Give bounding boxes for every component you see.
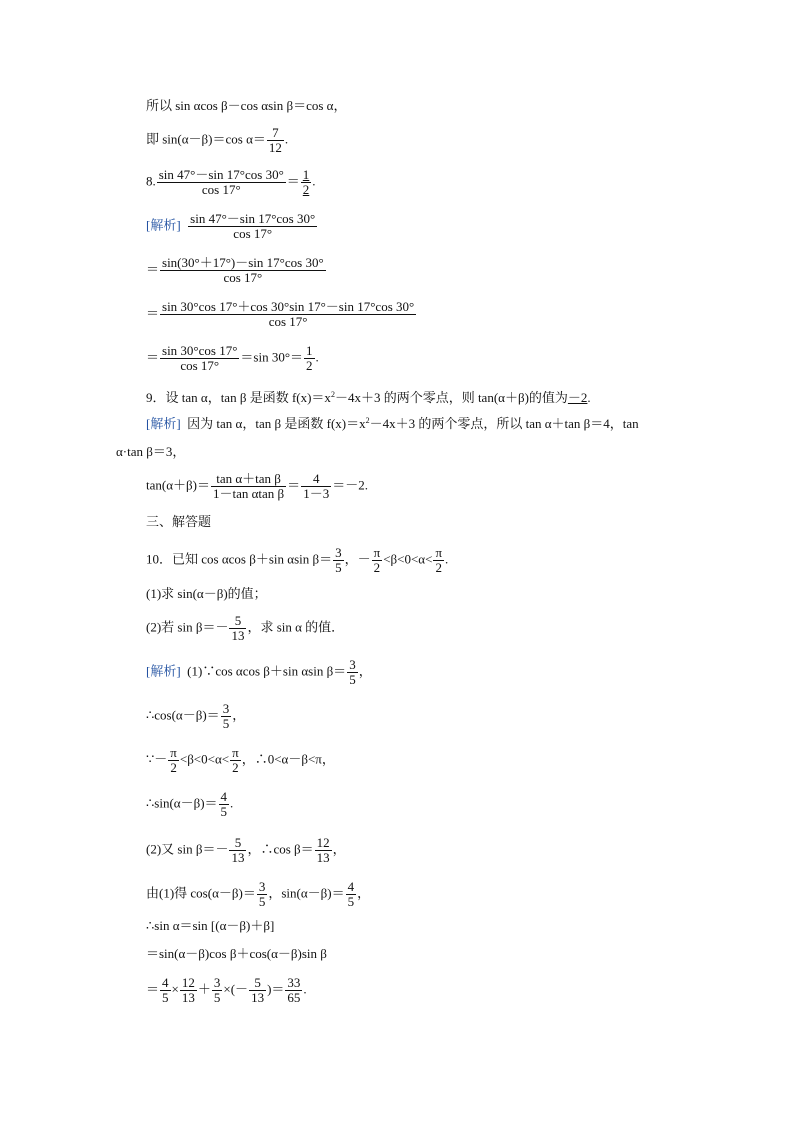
- solution-8-step-2: ＝ $\frac{\sin(30^\circ+17^\circ)-\sin 17^\circ\cos 30^\circ}{\cos 17^\circ}$: [146, 255, 324, 285]
- question-8: 8. $\frac{\sin 47^\circ-\sin 17^\circ\cos 30^\circ}{\cos 17^\circ}$ ＝ $\frac{1}{2}$ .: [146, 167, 316, 197]
- fraction: $\frac{33}{65}$: [287, 975, 301, 1005]
- fraction: $\frac{4}{5}$: [347, 879, 355, 909]
- answer-fraction: $\frac{1}{2}$: [302, 167, 310, 197]
- line-2: 即 sin(α－β)＝cos α＝ $\frac{7}{12}$ .: [146, 125, 289, 155]
- fraction: $\frac{\sin 30^\circ\cos 17^\circ+\cos 30^\circ\sin 17^\circ-\sin 17^\circ\cos 30^\circ}{\cos 17^\circ}$: [162, 299, 415, 329]
- fraction: $\frac{\sin 30^\circ\cos 17^\circ}{\cos 17^\circ}$: [162, 343, 238, 373]
- fraction: $\frac{5}{13}$: [231, 835, 245, 865]
- fraction: $\frac{\sin 47^\circ-\sin 17^\circ\cos 30^\circ}{\cos 17^\circ}$: [190, 211, 316, 241]
- fraction: $\frac{12}{13}$: [316, 835, 330, 865]
- answer-10-line-6: 由(1)得 cos(α－β)＝ $\frac{3}{5}$ ，sin(α－β)＝ $\frac{4}{5}$ ，: [146, 879, 371, 909]
- fraction: $\frac{\text{tan α＋tan β}}{\text{1－tan αtan β}}$: [212, 471, 285, 501]
- fraction: $\frac{7}{12}$: [268, 125, 282, 155]
- fraction: $\frac{3}{5}$: [258, 879, 266, 909]
- fraction: $\frac{\pi}{2}$: [170, 745, 177, 775]
- question-9: 9．设 tan α，tan β 是函数 $f(x)=x^2-4x+3$ 的两个零点，则 tan(α＋β)的值为－2.: [146, 390, 591, 405]
- solution-9-line-1: [解析] 因为 tan α，tan β 是函数 $f(x)=x^2-4x+3$ 的两个零点，所以 tan α＋tan β＝4，tan: [146, 416, 639, 431]
- question-10: 10．已知 cos αcos β＋sin αsin β＝ $\frac{3}{5}$ ，－ $\frac{\pi}{2}$ <β<0<α< $\frac{\pi}{2}$ .: [146, 545, 449, 575]
- answer-9: －2: [567, 390, 588, 405]
- solution-8-step-1: [146, 212, 318, 241]
- fraction: $\frac{5}{13}$: [231, 613, 245, 643]
- fraction: $\frac{3}{5}$: [222, 701, 230, 731]
- answer-10-line-9: ＝ $\frac{4}{5}$ × $\frac{12}{13}$ ＋ $\frac{3}{5}$ ×(－ $\frac{5}{13}$ )＝ $\frac{33}{65}$ .: [146, 975, 307, 1005]
- fraction: $\frac{5}{13}$: [251, 975, 265, 1005]
- fraction: $\frac{\sin 47^\circ-\sin 17^\circ\cos 30^\circ}{\cos 17^\circ}$: [158, 167, 284, 197]
- fraction: $\frac{\pi}{2}$: [435, 545, 443, 575]
- fraction: $\frac{12}{13}$: [181, 975, 195, 1005]
- solution-9-line-2: α·tan β＝3，: [116, 444, 186, 459]
- fraction: $\frac{3}{5}$: [335, 545, 342, 575]
- fraction: $\frac{\sin(30^\circ+17^\circ)-\sin 17^\circ\cos 30^\circ}{\cos 17^\circ}$: [162, 255, 324, 285]
- analysis-label: [解析]: [146, 416, 181, 431]
- answer-10-line-8: ＝sin(α－β)cos β＋cos(α－β)sin β: [146, 946, 327, 961]
- line-1: 所以 sin αcos β－cos αsin β＝cos α，: [146, 98, 347, 113]
- answer-10-line-3: ∵－ $\frac{\pi}{2}$ <β<0<α< $\frac{\pi}{2}$ ，∴0<α－β<π，: [146, 745, 335, 775]
- solution-8-step-4: ＝ $\frac{\sin 30^\circ\cos 17^\circ}{\cos 17^\circ}$ ＝sin 30°＝ $\frac{1}{2}$ .: [146, 343, 319, 373]
- fraction: $\frac{4}{1-3}$: [303, 471, 330, 501]
- answer-10-line-1: [解析] (1)∵cos αcos β＋sin αsin β＝ $\frac{3}{5}$ ，: [146, 657, 372, 687]
- question-10-part-1: (1)求 sin(α－β)的值；: [146, 586, 267, 601]
- fraction: $\frac{4}{5}$: [162, 975, 169, 1005]
- fraction: $\frac{\pi}{2}$: [232, 745, 239, 775]
- solution-9-line-3: tan(α＋β)＝ $\frac{\text{tan α＋tan β}}{\text{1－tan αtan β}}$ ＝ $\frac{4}{1-3}$ ＝－2.: [146, 471, 368, 501]
- answer-10-line-4: ∴sin(α－β)＝ $\frac{4}{5}$ .: [146, 789, 234, 819]
- fraction: $\frac{3}{5}$: [213, 975, 221, 1005]
- fraction: $\frac{1}{2}$: [306, 343, 313, 373]
- answer-10-line-2: ∴cos(α－β)＝ $\frac{3}{5}$ ，: [146, 701, 246, 731]
- analysis-label: [解析]: [146, 217, 181, 233]
- fraction: $\frac{3}{5}$: [349, 657, 356, 687]
- text: 即 sin(α－β)＝cos α＝: [146, 131, 266, 147]
- solution-8-step-3: ＝ $\frac{\sin 30^\circ\cos 17^\circ+\cos 30^\circ\sin 17^\circ-\sin 17^\circ\cos 30^\circ}{\cos 17^\circ}$: [146, 299, 415, 329]
- fraction: $\frac{4}{5}$: [220, 789, 228, 819]
- answer-10-line-7: ∴sin α＝sin [(α－β)＋β]: [146, 918, 275, 933]
- answer-10-line-5: (2)又 sin β＝－ $\frac{5}{13}$ ，∴cos β＝ $\frac{12}{13}$ ，: [146, 835, 346, 865]
- fraction: $\frac{\pi}{2}$: [373, 545, 381, 575]
- question-10-part-2: (2)若 sin β＝－ $\frac{5}{13}$ ，求 sin α 的值．: [146, 613, 345, 643]
- analysis-label: [解析]: [146, 663, 181, 679]
- section-heading: 三、解答题: [146, 514, 212, 529]
